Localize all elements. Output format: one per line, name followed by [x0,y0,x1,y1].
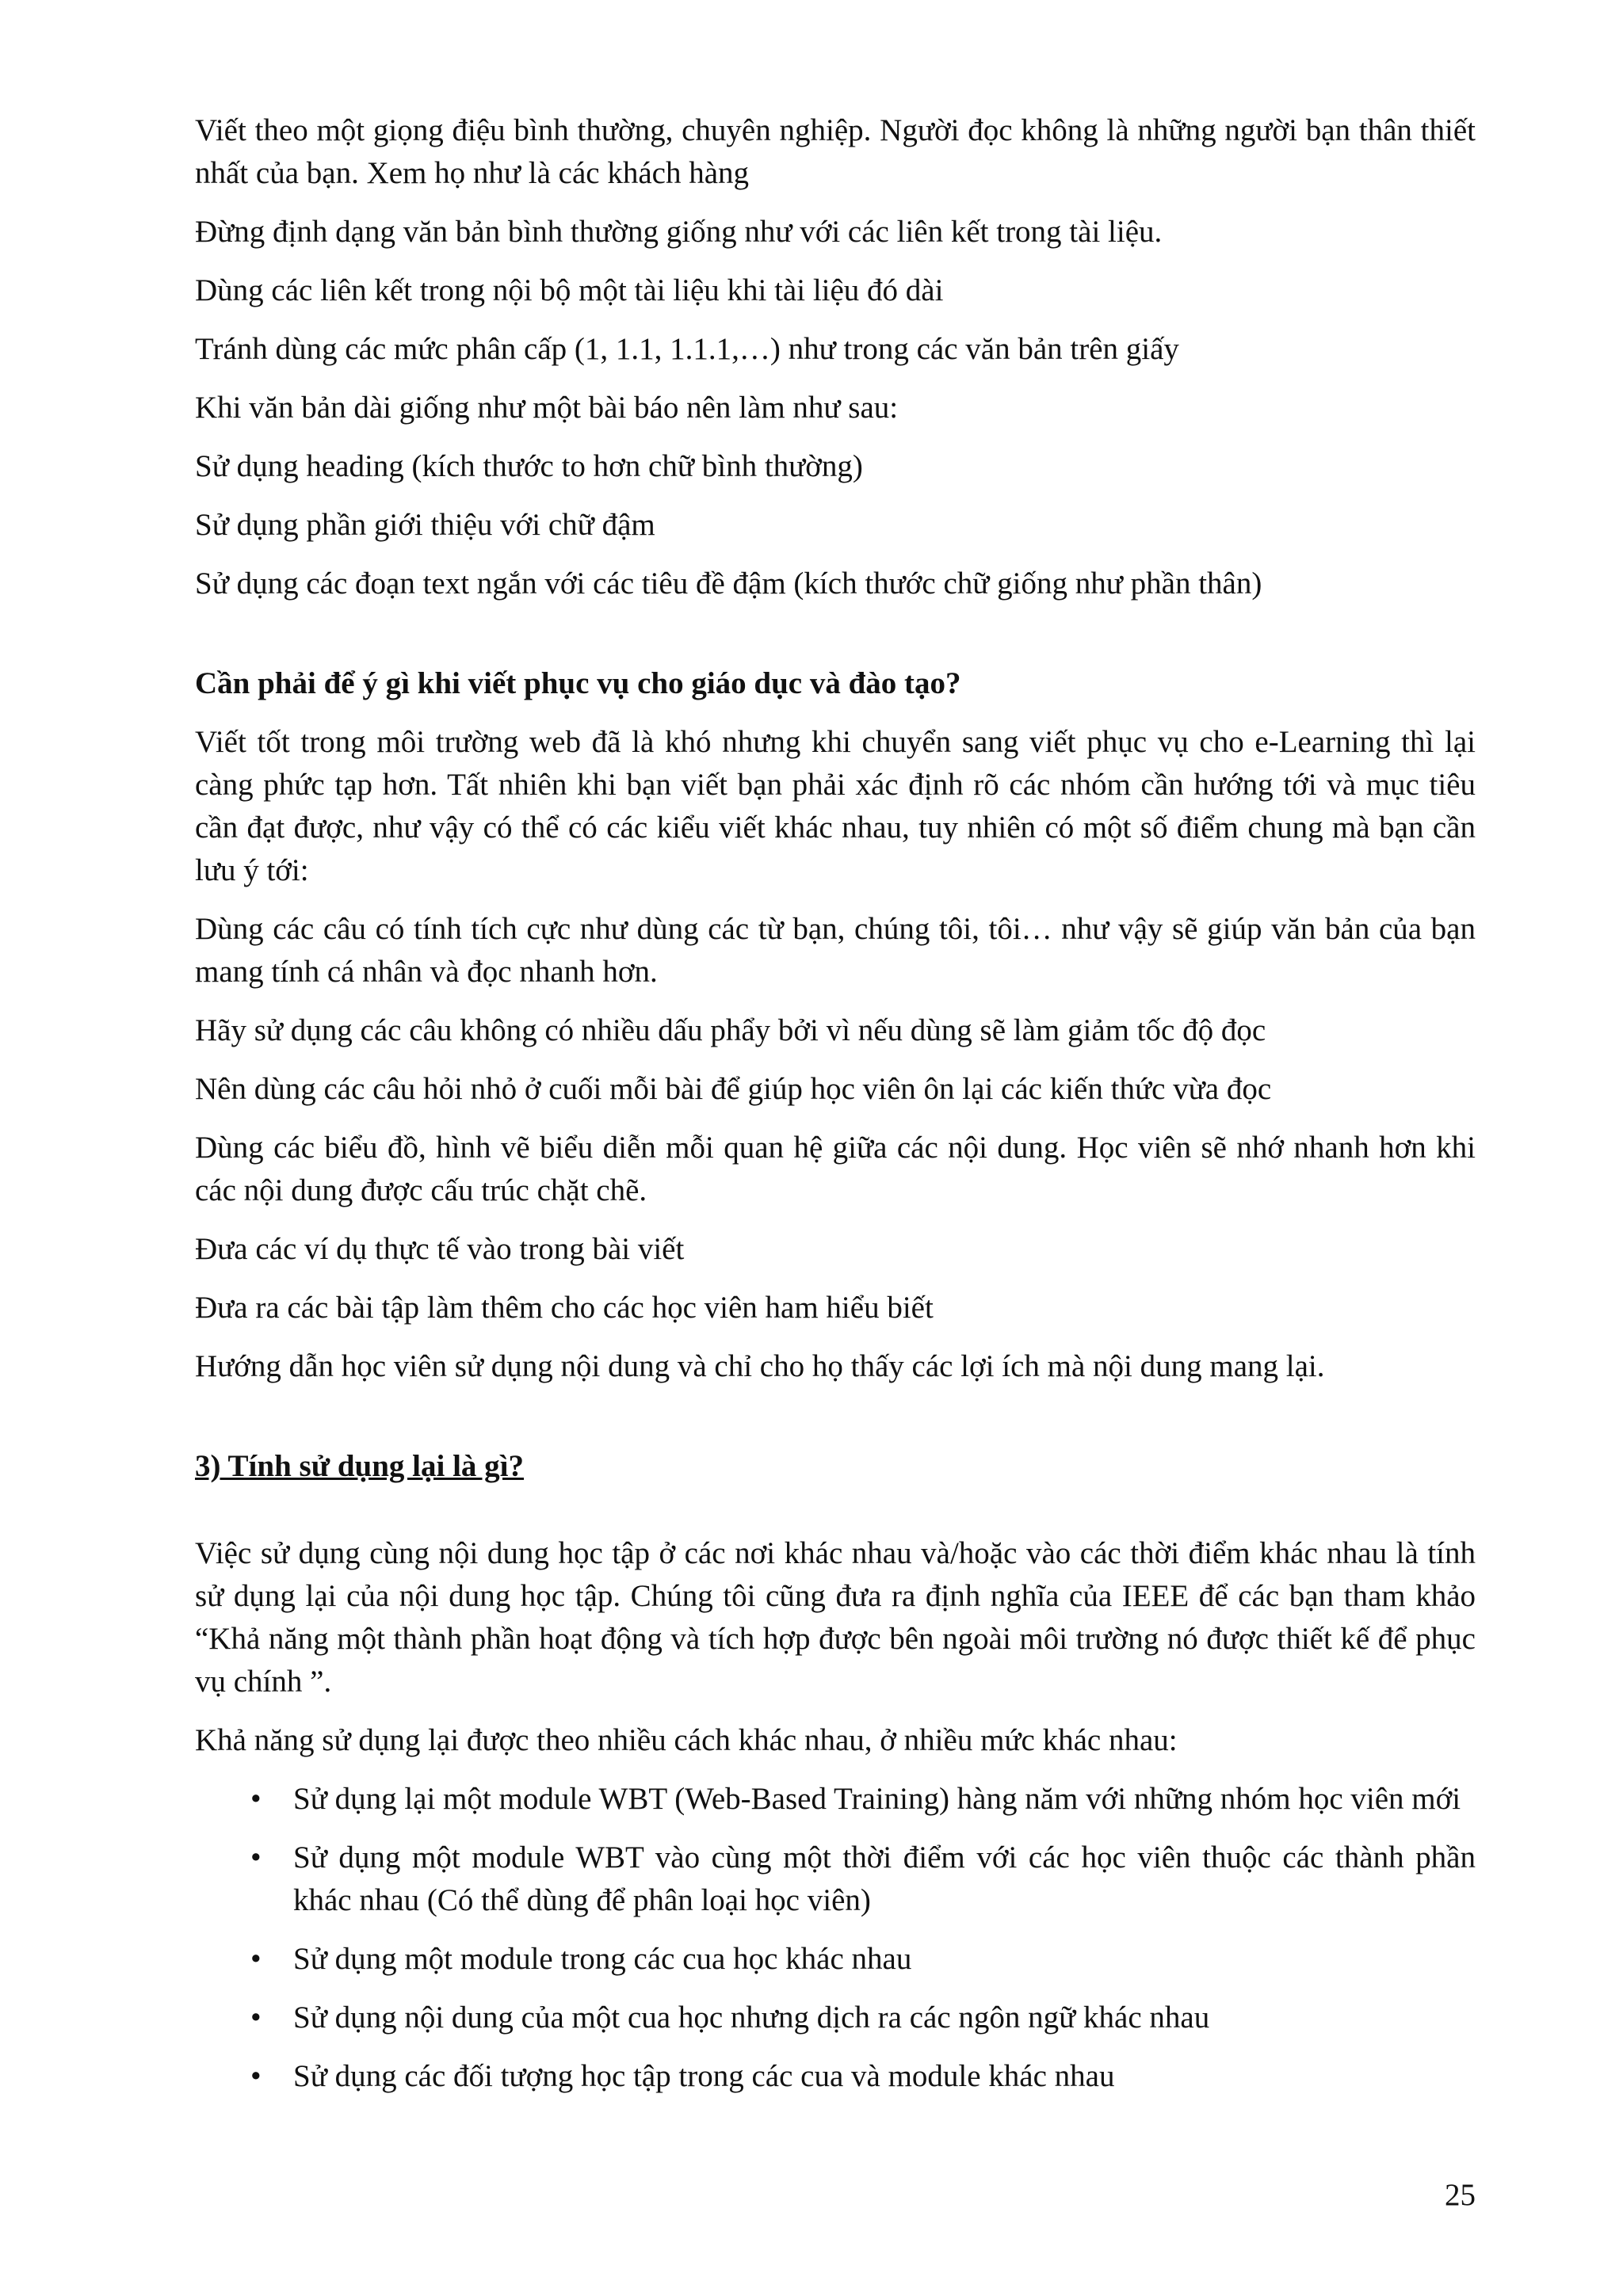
list-item [195,1778,1476,1821]
paragraph: Đừng định dạng văn bản bình thường giống như với các liên kết trong tài liệu. [195,215,1163,249]
paragraph: Viết theo một giọng điệu bình thường, chuyên nghiệp. Người đọc không là những người bạn thân thiết nhất của bạn. Xem họ như là các khách hàng [195,113,1476,190]
paragraph: Hướng dẫn học viên sử dụng nội dung và chỉ cho họ thấy các lợi ích mà nội dung mang lại. [195,1349,1325,1383]
list-item [195,1997,1476,2039]
list-item-text: Sử dụng các đối tượng học tập trong các cua và module khác nhau [293,2059,1115,2093]
list-item [195,2055,1476,2098]
page-number: 25 [1445,2178,1476,2212]
list-item-text: Sử dụng một module trong các cua học khác nhau [293,1942,912,1976]
paragraph: Khả năng sử dụng lại được theo nhiều cách khác nhau, ở nhiều mức khác nhau: [195,1723,1178,1757]
list-item [195,1938,1476,1981]
section-heading: 3) Tính sử dụng lại là gì? [195,1449,525,1483]
section-reusability [195,1445,1476,2098]
paragraph: Khi văn bản dài giống như một bài báo nên làm như sau: [195,391,899,425]
section-web-writing-tips [195,109,1476,605]
paragraph: Sử dụng các đoạn text ngắn với các tiêu đề đậm (kích thước chữ giống như phần thân) [195,566,1262,601]
paragraph: Đưa các ví dụ thực tế vào trong bài viết [195,1232,685,1266]
paragraph: Việc sử dụng cùng nội dung học tập ở các nơi khác nhau và/hoặc vào các thời điểm khác nhau là tính sử dụng lại của nội dung học tập. Chúng tôi cũng đưa ra định nghĩa của IEEE để các bạn tham khảo “Khả năng một thành phần hoạt động và tích hợp được bên ngoài môi trường nó được thiết kế để phục vụ chính ”. [195,1536,1476,1699]
bullet-list [195,1778,1476,2098]
document-page [195,109,1476,2114]
section-heading: Cần phải để ý gì khi viết phục vụ cho giáo dục và đào tạo? [195,666,961,700]
bullet-icon: • [250,2059,262,2093]
paragraph: Tránh dùng các mức phân cấp (1, 1.1, 1.1.1,…) như trong các văn bản trên giấy [195,332,1179,366]
paragraph: Viết tốt trong môi trường web đã là khó nhưng khi chuyển sang viết phục vụ cho e-Learning thì lại càng phức tạp hơn. Tất nhiên khi bạn viết bạn phải xác định rõ các nhóm cần hướng tới và mục tiêu cần đạt được, như vậy có thể có các kiểu viết khác nhau, tuy nhiên có một số điểm chung mà bạn cần lưu ý tới: [195,725,1476,887]
paragraph: Dùng các biểu đồ, hình vẽ biểu diễn mỗi quan hệ giữa các nội dung. Học viên sẽ nhớ nhanh hơn khi các nội dung được cấu trúc chặt chẽ. [195,1131,1476,1207]
bullet-icon: • [250,1942,262,1976]
bullet-icon: • [250,2000,262,2035]
paragraph: Sử dụng phần giới thiệu với chữ đậm [195,508,655,542]
paragraph: Đưa ra các bài tập làm thêm cho các học viên ham hiểu biết [195,1291,934,1325]
paragraph: Sử dụng heading (kích thước to hơn chữ bình thường) [195,449,863,483]
list-item-text: Sử dụng nội dung của một cua học nhưng dịch ra các ngôn ngữ khác nhau [293,2000,1210,2035]
paragraph: Dùng các liên kết trong nội bộ một tài liệu khi tài liệu đó dài [195,273,944,307]
bullet-icon: • [250,1782,262,1816]
paragraph: Nên dùng các câu hỏi nhỏ ở cuối mỗi bài để giúp học viên ôn lại các kiến thức vừa đọc [195,1072,1272,1106]
list-item [195,1836,1476,1922]
bullet-icon: • [250,1840,262,1875]
list-item-text: Sử dụng một module WBT vào cùng một thời điểm với các học viên thuộc các thành phần khác nhau (Có thể dùng để phân loại học viên) [293,1840,1476,1917]
section-education-writing [195,662,1476,1388]
paragraph: Dùng các câu có tính tích cực như dùng các từ bạn, chúng tôi, tôi… như vậy sẽ giúp văn bản của bạn mang tính cá nhân và đọc nhanh hơn. [195,912,1476,989]
paragraph: Hãy sử dụng các câu không có nhiều dấu phẩy bởi vì nếu dùng sẽ làm giảm tốc độ đọc [195,1013,1266,1047]
list-item-text: Sử dụng lại một module WBT (Web-Based Training) hàng năm với những nhóm học viên mới [293,1782,1461,1816]
